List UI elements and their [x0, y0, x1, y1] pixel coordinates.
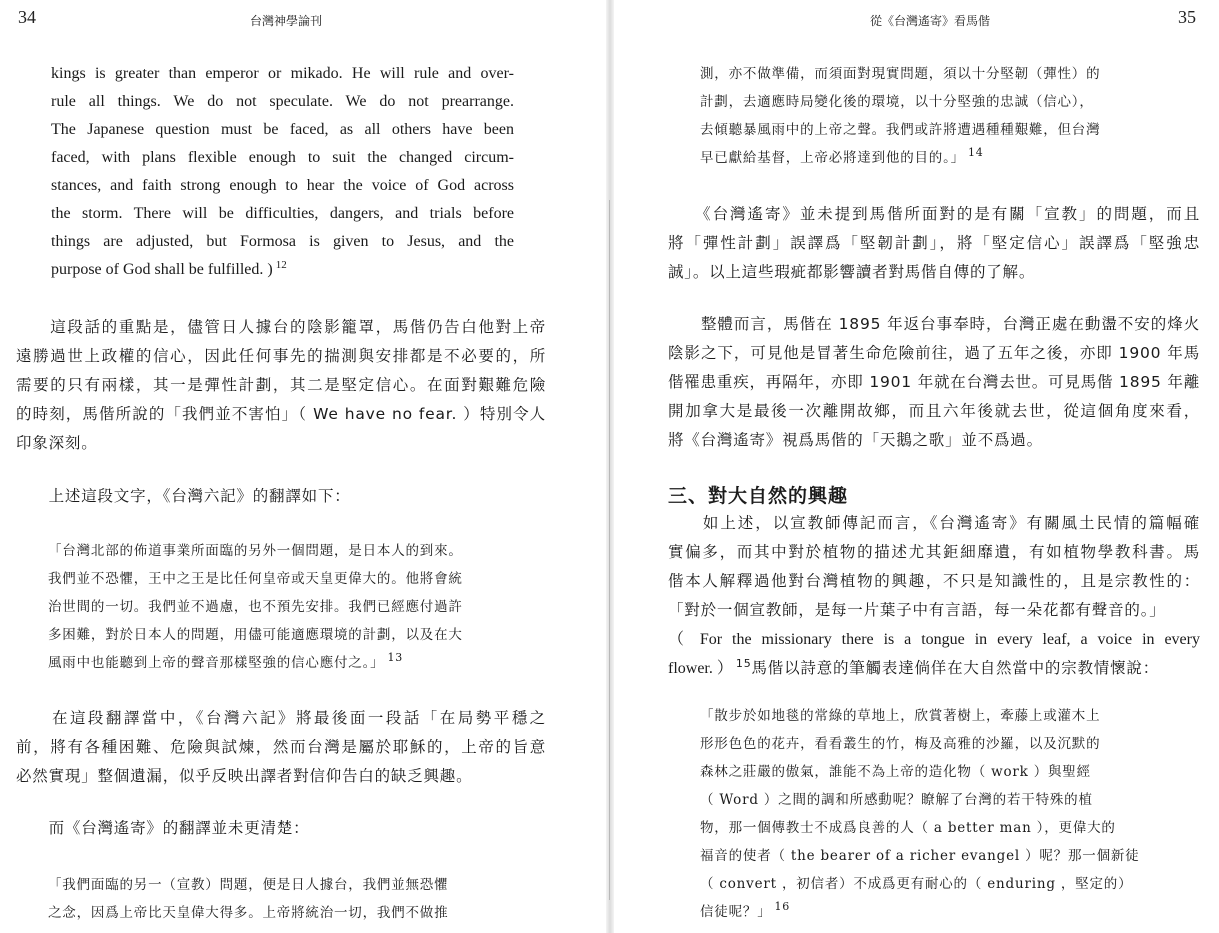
- footnote-marker-12: 12: [275, 259, 287, 271]
- paragraph-omission: [16, 704, 546, 791]
- left-page: [0, 0, 606, 933]
- quote-line: 測，亦不做準備，而須面對現實問題，須以十分堅韌（彈性）的: [700, 66, 1101, 82]
- paragraph-line: 上述這段文字，《台灣六記》的翻譯如下：: [16, 487, 351, 505]
- paragraph-line: 整體而言，馬偕在 1895 年返台事奉時，台灣正處在動盪不安的烽火: [668, 315, 1200, 333]
- english-quote-line: [51, 256, 514, 285]
- paragraph-nature: [668, 509, 1200, 684]
- quote-line: [700, 144, 1170, 173]
- quote-line: 治世間的一切。我們並不過慮，也不預先安排。我們已經應付過許: [48, 599, 463, 615]
- quote-line: 「散步於如地毯的常綠的草地上，欣賞著樹上，牽藤上或灌木上: [700, 708, 1101, 724]
- paragraph-line: 偕本人解釋過他對台灣植物的興趣，不只是知識性的，且是宗教性的：: [668, 572, 1200, 590]
- quote-nature-block: [700, 702, 1170, 927]
- footnote-marker-14: 14: [967, 146, 984, 159]
- quote-line: 「我們面臨的另一（宣教）問題，便是日人據台，我們並無恐懼: [48, 877, 449, 893]
- paragraph-yaoji-intro: [16, 814, 309, 843]
- paragraph-line: 需要的只有兩樣，其一是彈性計劃，其二是堅定信心。在面對艱難危險: [16, 376, 546, 394]
- english-quote-line: stances, and faith strong enough to hear the voice of God across: [51, 177, 514, 194]
- paragraph-line: 印象深刻。: [16, 434, 98, 452]
- quote-line: 之念，因爲上帝比天皇偉大得多。上帝將統治一切，我們不做推: [48, 905, 449, 921]
- paragraph-line: 這段話的重點是，儘管日人據台的陰影籠罩，馬偕仍告白他對上帝: [16, 318, 546, 336]
- paragraph-liuji-intro: [16, 482, 351, 511]
- paragraph-line: 必然實現」整個遺漏，似乎反映出譯者對信仰告白的缺乏興趣。: [16, 767, 473, 785]
- paragraph-line: 將《台灣遙寄》視爲馬偕的「天鵝之歌」並不爲過。: [668, 431, 1043, 449]
- quote-line: 物，那一個傳教士不成爲良善的人（ a better man ），更偉大的: [700, 820, 1116, 836]
- quote-line: 森林之莊嚴的傲氣，誰能不為上帝的造化物（ work ）與聖經: [700, 764, 1091, 780]
- section-heading: 三、對大自然的興趣: [668, 485, 849, 507]
- paragraph-line: 前，將有各種困難、危險與試煉，然而台灣是屬於耶穌的，上帝的旨意: [16, 738, 546, 756]
- quote-yaoji-block: [48, 871, 514, 927]
- paragraph-line: 將「彈性計劃」誤譯爲「堅韌計劃」，將「堅定信心」誤譯爲「堅強忠: [668, 234, 1200, 252]
- page-number-right: 35: [1178, 7, 1196, 27]
- paragraph-line: 在這段翻譯當中，《台灣六記》將最後面一段話「在局勢平穩之: [16, 709, 546, 727]
- english-quote-line: The Japanese question must be faced, as all others have been: [51, 121, 514, 138]
- paragraph-text: 馬偕以詩意的筆觸表達倘佯在大自然當中的宗教情懷說：: [751, 659, 1160, 677]
- english-quote-block: [51, 60, 514, 285]
- paragraph-line: 遠勝過世上政權的信心，因此任何事先的揣測與安排都是不必要的，所: [16, 347, 546, 365]
- right-page: [614, 0, 1219, 933]
- paragraph-line: 「對於一個宣教師，是每一片葉子中有言語，每一朵花都有聲音的。」: [668, 601, 1166, 619]
- quote-line: 福音的使者（ the bearer of a richer evangel ）呢？那一個新徒: [700, 848, 1140, 864]
- paragraph-line: 而《台灣遙寄》的翻譯並未更清楚：: [16, 819, 310, 837]
- running-header-right: 從《台灣遙寄》看馬偕: [870, 14, 991, 28]
- paragraph-line: 開加拿大是最後一次離開故鄉，而且六年後就去世，從這個角度來看，: [668, 402, 1200, 420]
- book-gutter: [606, 0, 614, 933]
- paragraph-emphasis: [16, 313, 546, 458]
- paragraph-line: 如上述，以宣教師傳記而言，《台灣遙寄》有關風土民情的篇幅確: [668, 514, 1200, 532]
- english-quote-line: rule all things. We do not speculate. We do not prearrange.: [51, 93, 514, 110]
- english-quote-line: faced, with plans flexible enough to suit the changed circum-: [51, 149, 514, 166]
- footnote-marker-15: 15: [735, 657, 752, 670]
- paragraph-text: flower. ）: [668, 660, 733, 677]
- english-quote-line: the storm. There will be difficulties, dangers, and trials before: [51, 205, 514, 222]
- quote-line: [700, 898, 1170, 927]
- paragraph-line: 誠」。以上這些瑕疵都影響讀者對馬偕自傳的了解。: [668, 263, 1036, 281]
- english-quote-line: kings is greater than emperor or mikado. He will rule and over-: [51, 65, 514, 82]
- quote-line: （ convert ，初信者）不成爲更有耐心的（ enduring ，堅定的）: [700, 876, 1133, 892]
- gutter-shadow-line: [609, 200, 610, 900]
- paragraph-line: 實偏多，而其中對於植物的描述尤其鉅細靡遺，有如植物學教科書。馬: [668, 543, 1200, 561]
- quote-liuji-block: [48, 537, 514, 678]
- quote-line: 形形色色的花卉，看看叢生的竹，梅及高雅的沙羅，以及沉默的: [700, 736, 1101, 752]
- paragraph-line: （ For the missionary there is a tongue in every leaf, a voice in every: [668, 631, 1200, 648]
- quote-line: 我們並不恐懼，王中之王是比任何皇帝或天皇更偉大的。他將會統: [48, 571, 463, 587]
- paragraph-line: 偕罹患重疾，再隔年，亦即 1901 年就在台灣去世。可見馬偕 1895 年離: [668, 373, 1201, 391]
- page-number-left: 34: [18, 7, 36, 27]
- paragraph-line: 的時刻，馬偕所說的「我們並不害怕」（ We have no fear. ）特別令人: [16, 405, 546, 423]
- quote-line: [48, 649, 514, 678]
- quote-line: （ Word ）之間的調和所感動呢？瞭解了台灣的若干特殊的植: [700, 792, 1093, 808]
- quote-last-text: 信徒呢？」: [700, 904, 772, 920]
- paragraph-line: [668, 654, 1200, 684]
- paragraph-line: 陰影之下，可見他是冒著生命危險前往，過了五年之後，亦即 1900 年馬: [668, 344, 1200, 362]
- english-quote-line: things are adjusted, but Formosa is given to Jesus, and the: [51, 233, 514, 250]
- quote-yaoji-continued: [700, 60, 1170, 173]
- running-header-left: 台灣神學論刊: [250, 14, 323, 28]
- paragraph-mistranslation: [668, 200, 1200, 287]
- english-quote-last-text: purpose of God shall be fulfilled. ): [51, 261, 273, 278]
- footnote-marker-13: 13: [387, 651, 404, 664]
- quote-last-text: 早已獻給基督，上帝必將達到他的目的。」: [700, 150, 965, 166]
- quote-line: 多困難，對於日本人的問題，用儘可能適應環境的計劃，以及在大: [48, 627, 463, 643]
- footnote-marker-16: 16: [774, 900, 791, 913]
- quote-line: 計劃，去適應時局變化後的環境，以十分堅強的忠誠（信心），: [700, 94, 1094, 110]
- paragraph-swan-song: [668, 310, 1200, 455]
- quote-line: 「台灣北部的佈道事業所面臨的另外一個問題，是日本人的到來。: [48, 543, 463, 559]
- quote-last-text: 風雨中也能聽到上帝的聲音那樣堅強的信心應付之。」: [48, 655, 385, 671]
- paragraph-line: 《台灣遙寄》並未提到馬偕所面對的是有關「宣教」的問題，而且: [668, 205, 1200, 223]
- quote-line: 去傾聽暴風雨中的上帝之聲。我們或許將遭遇種種艱難，但台灣: [700, 122, 1101, 138]
